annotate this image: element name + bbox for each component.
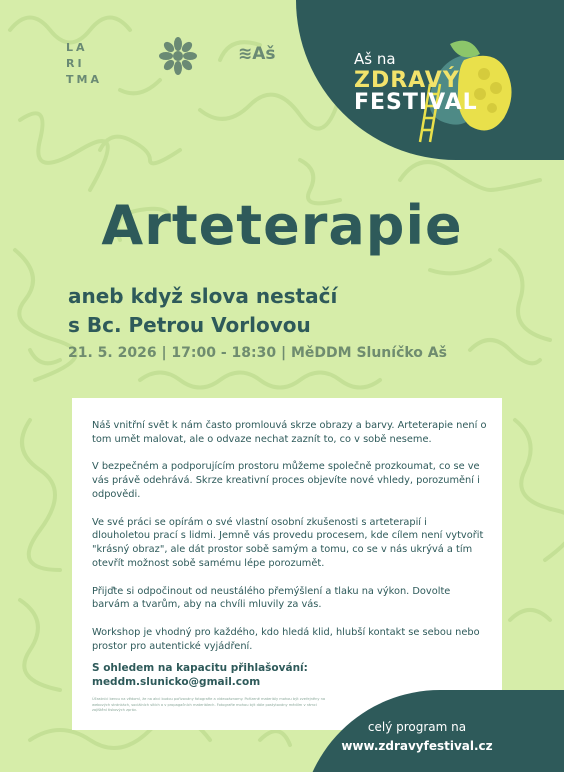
subtitle-line1: aneb když slova nestačí (68, 284, 338, 308)
description-text (92, 419, 488, 667)
event-datetime: 21. 5. 2026 | 17:00 - 18:30 | MěDDM Sluníčko Aš (68, 345, 447, 361)
program-url-link[interactable]: www.zdravyfestival.cz (341, 739, 493, 753)
laritma-logo-line2: TMA (66, 73, 102, 86)
registration-contact (92, 661, 308, 689)
registration-email[interactable]: meddm.slunicko@gmail.com (92, 676, 261, 688)
paragraph-2: V bezpečném a podporujícím prostoru můžeme společně prozkoumat, co se ve vás právě odehrává. Skrze kreativní proces objevíte nové vhledy, porozumění i odpovědi. (92, 461, 480, 500)
as-logo-mark-icon: ≋ (238, 44, 253, 64)
flower-logo-icon (158, 36, 198, 76)
program-label: celý program na (367, 720, 467, 734)
paragraph-1: Náš vnitřní svět k nám často promlouvá skrze obrazy a barvy. Arteterapie není o tom umět malovat, ale o odvaze nechat zaznít to, co v sobě neseme. (92, 420, 487, 445)
event-title: Arteterapie (101, 194, 463, 257)
program-info (322, 718, 512, 756)
festival-line2: ZDRAVÝ (354, 68, 460, 93)
registration-label: S ohledem na kapacitu přihlašování: (92, 662, 308, 674)
paragraph-5: Workshop je vhodný pro každého, kdo hledá klid, hlubší kontakt se sebou nebo prostor pro autentické vyjádření. (92, 626, 480, 652)
festival-line1: Aš na (354, 50, 396, 68)
subtitle-line2: s Bc. Petrou Vorlovou (68, 313, 311, 337)
festival-line3: FESTIVAL (354, 90, 478, 115)
laritma-logo (66, 40, 110, 88)
paragraph-3: Ve své práci se opírám o své vlastní osobní zkušenosti s arteterapií i dlouholetou prací s lidmi. Jemně vás provedu procesem, kde cílem není vytvořit "krásný obraz", ale dát prostor sobě samým a tomu, co se v nás ukrývá a tím otevřít možnost sobě samému lépe porozumět. (92, 516, 484, 569)
as-logo (238, 44, 276, 64)
photo-disclaimer: Účastníci berou na vědomí, že na akci budou pořizovány fotografie a videozáznamy. Pořízené materiály mohou být zveřejněny na webových stránkách, sociálních sítích a v propagačních materiálech. Fotografie mohou být dále postytovány médiím v rámci zajištění tiskových zpráv. (92, 697, 326, 713)
festival-logo (354, 48, 478, 114)
paragraph-4: Přijďte si odpočinout od neustálého přemýšlení a tlaku na výkon. Dovolte barvám a tvarům, aby na chvíli mluvily za vás. (92, 585, 451, 611)
laritma-logo-line1: LA RI (66, 41, 88, 70)
event-subtitle (68, 282, 337, 340)
as-logo-text: Aš (252, 44, 276, 64)
